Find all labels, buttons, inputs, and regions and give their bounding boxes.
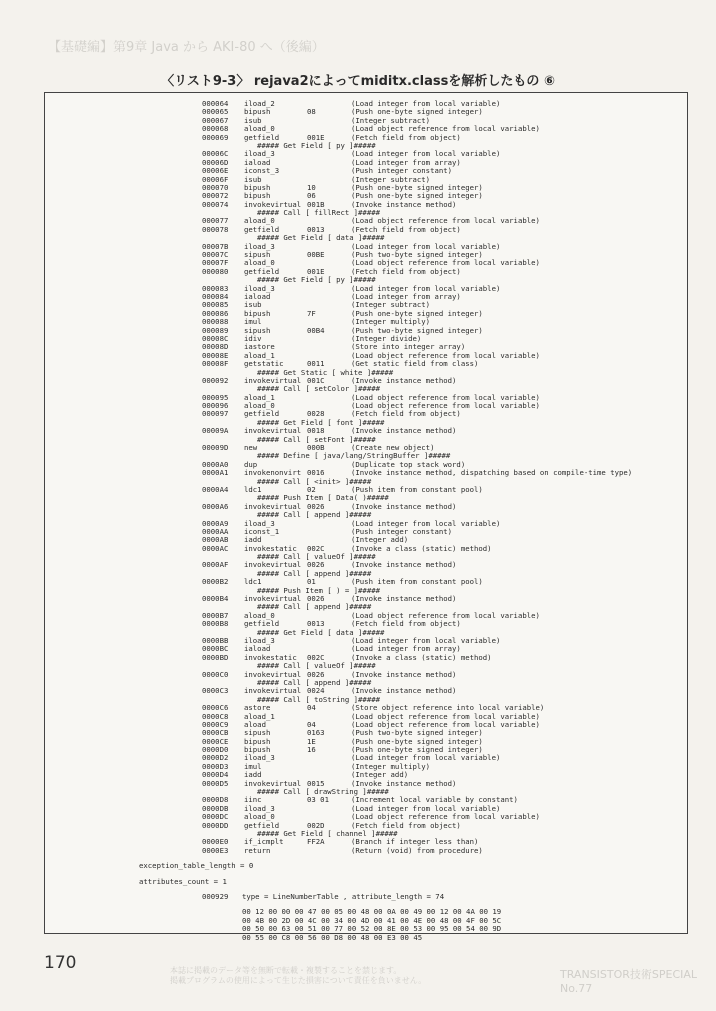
instruction-opcode: invokevirtual [244, 560, 302, 570]
instruction-offset: 000085 [202, 300, 229, 310]
instruction-opcode: iconst_3 [244, 166, 280, 176]
instruction-opcode: aload_0 [244, 812, 275, 822]
instruction-offset: 00009A [202, 426, 229, 436]
instruction-opcode: getfield [244, 132, 280, 142]
instruction-offset: 0000BD [202, 652, 229, 662]
reference-marker: ##### Call [ append ]##### [257, 510, 372, 520]
attribute-description: type = LineNumberTable , attribute_length = 74 [242, 891, 445, 901]
instruction-offset: 0000C3 [202, 686, 229, 696]
instruction-operand: 04 [307, 719, 316, 729]
instruction-offset: 000097 [202, 409, 229, 419]
instruction-operand: 0011 [307, 359, 325, 369]
instruction-offset: 0000D4 [202, 770, 229, 780]
instruction-opcode: aload_0 [244, 216, 275, 226]
instruction-comment: (Integer multiply) [351, 761, 431, 771]
instruction-offset: 0000E0 [202, 837, 229, 847]
instruction-opcode: aload_0 [244, 610, 275, 620]
instruction-comment: (Integer add) [351, 770, 409, 780]
footer-notice-line: 本誌に掲載のデータ等を無断で転載・複製することを禁じます。 [170, 966, 402, 975]
instruction-opcode: iload_3 [244, 518, 275, 528]
instruction-offset: 0000BB [202, 636, 229, 645]
instruction-comment: (Load integer from array) [351, 157, 461, 167]
instruction-opcode: iload_3 [244, 283, 275, 293]
instruction-comment: (Invoke instance method) [351, 199, 457, 209]
instruction-opcode: invokenonvirt [244, 468, 302, 478]
instruction-offset: 00006E [202, 166, 229, 176]
instruction-opcode: new [244, 443, 258, 453]
instruction-comment: (Push integer constant) [351, 526, 453, 536]
instruction-comment: (Load object reference from local variable) [351, 401, 540, 411]
instruction-comment: (Load integer from local variable) [351, 283, 501, 293]
instruction-opcode: aload_1 [244, 350, 275, 360]
running-header: 【基礎編】第9章 Java から AKI-80 へ（後編） [48, 40, 325, 55]
instruction-opcode: isub [244, 174, 262, 184]
reference-marker: ##### Call [ <init> ]##### [257, 476, 372, 486]
instruction-operand: 7F [307, 308, 316, 318]
instruction-opcode: invokevirtual [244, 594, 302, 604]
instruction-offset: 00008F [202, 359, 229, 369]
instruction-comment: (Load integer from local variable) [351, 241, 501, 251]
instruction-comment: (Invoke instance method) [351, 560, 457, 570]
instruction-comment: (Invoke instance method) [351, 426, 457, 436]
instruction-comment: (Push one-byte signed integer) [351, 736, 483, 746]
instruction-offset: 0000B4 [202, 594, 229, 604]
instruction-offset: 0000C6 [202, 703, 229, 713]
instruction-comment: (Push two-byte signed integer) [351, 250, 483, 260]
instruction-offset: 000068 [202, 124, 229, 134]
instruction-opcode: iaload [244, 157, 271, 167]
instruction-operand: 08 [307, 107, 316, 117]
instruction-opcode: return [244, 845, 271, 855]
reference-marker: ##### Push Item [ ) = ]##### [257, 585, 381, 595]
instruction-offset: 000069 [202, 132, 229, 142]
instruction-operand: 03 01 [307, 795, 329, 805]
instruction-operand: 1E [307, 736, 316, 746]
instruction-opcode: aload_0 [244, 258, 275, 268]
instruction-offset: 0000E3 [202, 845, 229, 855]
instruction-operand: 001C [307, 375, 325, 385]
instruction-comment: (Branch if integer less than) [351, 837, 479, 847]
instruction-comment: (Get static field from class) [351, 359, 479, 369]
instruction-opcode: iload_3 [244, 241, 275, 251]
instruction-opcode: idiv [244, 333, 262, 343]
instruction-operand: 002C [307, 652, 325, 662]
reference-marker: ##### Call [ setColor ]##### [257, 384, 381, 394]
instruction-comment: (Integer subtract) [351, 174, 431, 184]
instruction-opcode: bipush [244, 308, 271, 318]
footer-notice [170, 966, 426, 986]
instruction-opcode: invokevirtual [244, 426, 302, 436]
instruction-comment: (Load object reference from local variable) [351, 392, 540, 402]
instruction-comment: (Load integer from local variable) [351, 803, 501, 813]
instruction-comment: (Store into integer array) [351, 342, 466, 352]
reference-marker: ##### Call [ append ]##### [257, 602, 372, 612]
instruction-operand: 001E [307, 132, 325, 142]
instruction-comment: (Invoke instance method) [351, 686, 457, 696]
instruction-offset: 000080 [202, 266, 229, 276]
instruction-operand: 0024 [307, 686, 325, 696]
instruction-offset: 00007C [202, 250, 229, 260]
instruction-opcode: iconst_1 [244, 526, 280, 536]
hex-bytes: 00 12 00 00 00 47 00 05 00 48 00 0A 00 49 00 12 00 4A 00 19 [242, 907, 502, 917]
instruction-operand: 002D [307, 820, 325, 830]
instruction-comment: (Duplicate top stack word) [351, 459, 466, 469]
instruction-offset: 00009D [202, 443, 229, 453]
instruction-opcode: getfield [244, 619, 280, 629]
instruction-operand: 10 [307, 182, 316, 192]
instruction-operand: 0163 [307, 728, 325, 738]
instruction-comment: (Store object reference into local variable) [351, 703, 545, 713]
instruction-operand: 0016 [307, 468, 325, 478]
instruction-comment: (Fetch field from object) [351, 820, 461, 830]
attribute-offset: 000929 [202, 891, 229, 901]
instruction-offset: 0000D0 [202, 745, 229, 755]
instruction-offset: 0000A9 [202, 518, 229, 528]
instruction-opcode: getfield [244, 820, 280, 830]
instruction-offset: 000092 [202, 375, 229, 385]
instruction-offset: 000067 [202, 115, 229, 125]
instruction-offset: 0000C0 [202, 669, 229, 679]
instruction-opcode: bipush [244, 736, 271, 746]
instruction-opcode: ldc1 [244, 577, 262, 587]
instruction-comment: (Load integer from array) [351, 291, 461, 301]
instruction-offset: 000083 [202, 283, 229, 293]
instruction-offset: 000077 [202, 216, 229, 226]
instruction-opcode: iload_2 [244, 99, 275, 108]
instruction-opcode: iadd [244, 535, 262, 545]
instruction-opcode: if_icmplt [244, 837, 284, 847]
instruction-offset: 000078 [202, 224, 229, 234]
instruction-comment: (Invoke instance method, dispatching based on compile-time type) [351, 468, 633, 478]
reference-marker: ##### Call [ toString ]##### [257, 694, 381, 704]
hex-bytes: 00 50 00 63 00 51 00 77 00 52 00 8E 00 53 00 95 00 54 00 9D [242, 924, 502, 934]
instruction-comment: (Invoke instance method) [351, 669, 457, 679]
instruction-opcode: invokevirtual [244, 375, 302, 385]
attribute-count-text: attributes_count = 1 [139, 876, 227, 886]
reference-marker: ##### Call [ append ]##### [257, 677, 372, 687]
instruction-offset: 0000A0 [202, 459, 229, 469]
instruction-opcode: iastore [244, 342, 275, 352]
instruction-offset: 0000DB [202, 803, 229, 813]
reference-marker: ##### Define [ java/lang/StringBuffer ]##### [257, 451, 451, 461]
instruction-operand: 0028 [307, 409, 325, 419]
instruction-operand: 00BE [307, 250, 325, 260]
instruction-operand: 0013 [307, 224, 325, 234]
instruction-opcode: invokevirtual [244, 199, 302, 209]
attribute-count-text: exception_table_length = 0 [139, 861, 254, 871]
instruction-opcode: aload_0 [244, 124, 275, 134]
reference-marker: ##### Call [ drawString ]##### [257, 787, 389, 797]
instruction-opcode: bipush [244, 745, 271, 755]
instruction-opcode: imul [244, 317, 262, 327]
instruction-offset: 000065 [202, 107, 229, 117]
hex-bytes: 00 4B 00 2D 00 4C 00 34 00 4D 00 41 00 4E 00 48 00 4F 00 5C [242, 915, 502, 925]
instruction-offset: 00008D [202, 342, 229, 352]
instruction-opcode: isub [244, 115, 262, 125]
instruction-comment: (Invoke instance method) [351, 375, 457, 385]
instruction-opcode: invokevirtual [244, 778, 302, 788]
reference-marker: ##### Get Field [ channel ]##### [257, 828, 398, 838]
instruction-operand: 0026 [307, 501, 325, 511]
instruction-opcode: invokevirtual [244, 669, 302, 679]
instruction-offset: 000086 [202, 308, 229, 318]
reference-marker: ##### Call [ fillRect ]##### [257, 208, 381, 218]
instruction-offset: 0000AA [202, 526, 229, 536]
instruction-comment: (Increment local variable by constant) [351, 795, 518, 805]
instruction-opcode: aload_0 [244, 401, 275, 411]
instruction-opcode: invokestatic [244, 652, 297, 662]
instruction-opcode: bipush [244, 182, 271, 192]
footer-notice-line: 掲載プログラムの使用によって生じた損害について責任を負いません。 [170, 976, 427, 985]
instruction-opcode: iaload [244, 291, 271, 301]
instruction-opcode: sipush [244, 325, 271, 335]
instruction-opcode: isub [244, 300, 262, 310]
instruction-opcode: getfield [244, 224, 280, 234]
instruction-offset: 000070 [202, 182, 229, 192]
instruction-operand: FF2A [307, 837, 325, 847]
instruction-comment: (Load object reference from local variable) [351, 719, 540, 729]
instruction-operand: 001B [307, 199, 325, 209]
instruction-comment: (Push one-byte signed integer) [351, 191, 483, 201]
page-number: 170 [44, 953, 77, 973]
instruction-operand: 001E [307, 266, 325, 276]
instruction-opcode: sipush [244, 250, 271, 260]
instruction-comment: (Push two-byte signed integer) [351, 325, 483, 335]
instruction-offset: 000074 [202, 199, 229, 209]
instruction-opcode: getfield [244, 409, 280, 419]
instruction-comment: (Integer subtract) [351, 300, 431, 310]
instruction-offset: 0000BC [202, 644, 229, 654]
instruction-comment: (Load object reference from local variable) [351, 812, 540, 822]
instruction-offset: 000089 [202, 325, 229, 335]
instruction-comment: (Load object reference from local variable) [351, 124, 540, 134]
instruction-offset: 0000C9 [202, 719, 229, 729]
instruction-comment: (Invoke instance method) [351, 594, 457, 604]
instruction-opcode: imul [244, 761, 262, 771]
listing-frame [44, 92, 688, 942]
instruction-operand: 01 [307, 577, 316, 587]
instruction-opcode: iaload [244, 644, 271, 654]
instruction-operand: 0015 [307, 778, 325, 788]
instruction-comment: (Load object reference from local variable) [351, 216, 540, 226]
instruction-offset: 000064 [202, 99, 229, 108]
instruction-comment: (Load integer from local variable) [351, 99, 501, 108]
reference-marker: ##### Get Field [ font ]##### [257, 417, 385, 427]
instruction-offset: 0000A1 [202, 468, 229, 478]
instruction-comment: (Invoke instance method) [351, 778, 457, 788]
instruction-offset: 0000D8 [202, 795, 229, 805]
instruction-opcode: iadd [244, 770, 262, 780]
instruction-offset: 0000AC [202, 543, 229, 553]
reference-marker: ##### Get Field [ py ]##### [257, 140, 376, 150]
listing-caption: 〈リスト9-3〉 rejava2によってmiditx.classを解析したもの ⑥ [161, 74, 555, 89]
footer-magazine-name: TRANSISTOR技術SPECIAL No.77 [560, 968, 698, 995]
instruction-comment: (Invoke a class (static) method) [351, 652, 492, 662]
instruction-comment: (Return (void) from procedure) [351, 845, 483, 855]
instruction-opcode: iload_3 [244, 753, 275, 763]
reference-marker: ##### Call [ valueOf ]##### [257, 552, 376, 562]
instruction-opcode: aload_1 [244, 711, 275, 721]
reference-marker: ##### Push Item [ Data( )##### [257, 493, 389, 503]
instruction-offset: 0000C8 [202, 711, 229, 721]
instruction-offset: 000072 [202, 191, 229, 201]
instruction-opcode: invokestatic [244, 543, 297, 553]
instruction-opcode: iload_3 [244, 803, 275, 813]
reference-marker: ##### Get Field [ data ]##### [257, 233, 385, 243]
instruction-operand: 0026 [307, 594, 325, 604]
instruction-operand: 06 [307, 191, 316, 201]
instruction-offset: 00008C [202, 333, 229, 343]
instruction-comment: (Fetch field from object) [351, 224, 461, 234]
instruction-opcode: iinc [244, 795, 262, 805]
instruction-operand: 0026 [307, 669, 325, 679]
instruction-comment: (Load object reference from local variable) [351, 258, 540, 268]
instruction-offset: 00007B [202, 241, 229, 251]
instruction-comment: (Push one-byte signed integer) [351, 182, 483, 192]
reference-marker: ##### Call [ setFont ]##### [257, 434, 376, 444]
instruction-comment: (Load integer from local variable) [351, 518, 501, 528]
instruction-opcode: astore [244, 703, 271, 713]
instruction-comment: (Load integer from local variable) [351, 636, 501, 645]
instruction-comment: (Load integer from array) [351, 644, 461, 654]
reference-marker: ##### Call [ append ]##### [257, 568, 372, 578]
instruction-offset: 0000B2 [202, 577, 229, 587]
instruction-comment: (Integer multiply) [351, 317, 431, 327]
instruction-comment: (Invoke a class (static) method) [351, 543, 492, 553]
instruction-operand: 000B [307, 443, 325, 453]
instruction-comment: (Load object reference from local variable) [351, 350, 540, 360]
instruction-opcode: bipush [244, 107, 271, 117]
instruction-offset: 0000AF [202, 560, 229, 570]
instruction-comment: (Load integer from local variable) [351, 753, 501, 763]
instruction-offset: 0000AB [202, 535, 229, 545]
reference-marker: ##### Get Field [ py ]##### [257, 275, 376, 285]
instruction-opcode: aload_1 [244, 392, 275, 402]
instruction-comment: (Load integer from local variable) [351, 149, 501, 159]
instruction-comment: (Load object reference from local variable) [351, 610, 540, 620]
instruction-offset: 0000D3 [202, 761, 229, 771]
instruction-comment: (Push one-byte signed integer) [351, 107, 483, 117]
instruction-operand: 002C [307, 543, 325, 553]
instruction-comment: (Push one-byte signed integer) [351, 308, 483, 318]
instruction-offset: 00008E [202, 350, 229, 360]
instruction-opcode: invokevirtual [244, 501, 302, 511]
instruction-comment: (Push item from constant pool) [351, 484, 483, 494]
instruction-comment: (Fetch field from object) [351, 619, 461, 629]
instruction-opcode: bipush [244, 191, 271, 201]
instruction-opcode: ldc1 [244, 484, 262, 494]
instruction-opcode: iload_3 [244, 149, 275, 159]
instruction-comment: (Integer divide) [351, 333, 422, 343]
instruction-operand: 00B4 [307, 325, 325, 335]
instruction-comment: (Push two-byte signed integer) [351, 728, 483, 738]
instruction-offset: 00006F [202, 174, 229, 184]
instruction-offset: 0000D2 [202, 753, 229, 763]
instruction-operand: 0026 [307, 560, 325, 570]
instruction-operand: 0018 [307, 426, 325, 436]
instruction-comment: (Fetch field from object) [351, 266, 461, 276]
instruction-comment: (Integer add) [351, 535, 409, 545]
instruction-offset: 000084 [202, 291, 229, 301]
instruction-operand: 04 [307, 703, 316, 713]
instruction-comment: (Integer subtract) [351, 115, 431, 125]
instruction-comment: (Fetch field from object) [351, 409, 461, 419]
instruction-comment: (Push item from constant pool) [351, 577, 483, 587]
instruction-offset: 00006D [202, 157, 229, 167]
instruction-offset: 0000DD [202, 820, 229, 830]
instruction-offset: 00006C [202, 149, 229, 159]
instruction-opcode: getfield [244, 266, 280, 276]
instruction-offset: 0000B8 [202, 619, 229, 629]
instruction-operand: 02 [307, 484, 316, 494]
instruction-opcode: iload_3 [244, 636, 275, 645]
instruction-offset: 0000A4 [202, 484, 229, 494]
instruction-offset: 0000CB [202, 728, 229, 738]
instruction-comment: (Invoke instance method) [351, 501, 457, 511]
instruction-comment: (Push one-byte signed integer) [351, 745, 483, 755]
instruction-operand: 16 [307, 745, 316, 755]
instruction-offset: 0000CE [202, 736, 229, 746]
instruction-offset: 00007F [202, 258, 229, 268]
instruction-comment: (Create new object) [351, 443, 435, 453]
instruction-offset: 000095 [202, 392, 229, 402]
reference-marker: ##### Get Field [ data ]##### [257, 627, 385, 637]
instruction-opcode: invokevirtual [244, 686, 302, 696]
instruction-offset: 0000D5 [202, 778, 229, 788]
instruction-operand: 0013 [307, 619, 325, 629]
hex-bytes: 00 55 00 C8 00 56 00 D8 00 48 00 E3 00 45 [242, 932, 423, 942]
reference-marker: ##### Call [ valueOf ]##### [257, 661, 376, 671]
instruction-comment: (Load object reference from local variable) [351, 711, 540, 721]
instruction-opcode: aload [244, 719, 266, 729]
instruction-offset: 0000A6 [202, 501, 229, 511]
instruction-offset: 000096 [202, 401, 229, 411]
instruction-offset: 0000B7 [202, 610, 229, 620]
instruction-comment: (Push integer constant) [351, 166, 453, 176]
instruction-opcode: dup [244, 459, 258, 469]
instruction-offset: 0000DC [202, 812, 229, 822]
instruction-offset: 000088 [202, 317, 229, 327]
reference-marker: ##### Get Static [ white ]##### [257, 367, 394, 377]
instruction-opcode: sipush [244, 728, 271, 738]
instruction-comment: (Fetch field from object) [351, 132, 461, 142]
instruction-opcode: getstatic [244, 359, 284, 369]
